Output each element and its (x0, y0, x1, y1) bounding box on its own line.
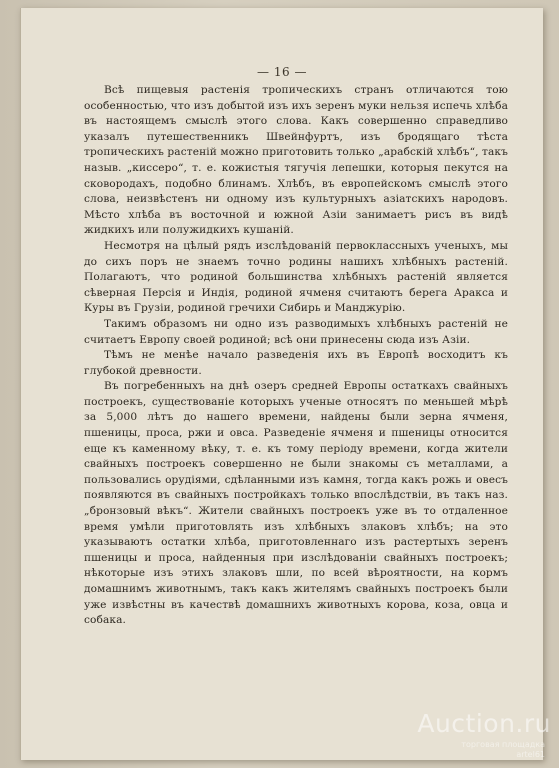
paragraph-5: Въ погребенныхъ на днѣ озеръ средней Европы остаткахъ свайныхъ построекъ, существованіе которыхъ ученые относятъ по меньшей мѣрѣ за 5,000 лѣтъ до нашего времени, найдены были зерна ячменя, пшеницы, проса, ржи и овса. Разведеніе ячменя и пшеницы относится еще къ каменному вѣку, т. е. къ тому періоду времени, когда жители свайныхъ построекъ совершенно не были знакомы съ металлами, а пользовались орудіями, сдѣланными изъ камня, тогда какъ рожь и овесъ появляются въ свайныхъ постройкахъ только впослѣдствіи, въ такъ наз. „бронзовый вѣкъ“. Жители свайныхъ построекъ уже въ то отдаленное время умѣли приготовлять изъ хлѣбныхъ злаковъ хлѣбъ; на это указываютъ остатки хлѣба, приготовленнаго изъ растертыхъ зеренъ пшеницы и проса, найденныя при изслѣдованіи свайныхъ построекъ; нѣкоторые изъ этихъ злаковъ шли, по всей вѣроятности, на кормъ домашнимъ животнымъ, такъ какъ жителямъ свайныхъ построекъ были уже извѣстны въ качествѣ домашнихъ животныхъ корова, коза, овца и собака. (84, 380, 508, 627)
paragraph-4: Тѣмъ не менѣе начало разведенія ихъ въ Европѣ восходитъ къ глубокой древности. (84, 349, 508, 377)
paragraph-3: Такимъ образомъ ни одно изъ разводимыхъ хлѣбныхъ растеній не считаетъ Европу своей родиной; всѣ они принесены сюда изъ Азіи. (84, 317, 508, 346)
document-page (20, 8, 543, 760)
auction-watermark: Auction.ru (417, 709, 551, 738)
paragraph-1: Всѣ пищевыя растенія тропическихъ странъ отличаются тою особенностью, что изъ добытой изъ ихъ зеренъ муки нельзя испечь хлѣба въ настоящемъ смыслѣ этого слова. Какъ совершенно справедливо указалъ путешественникъ Швейнфуртъ, изъ бродящаго тѣста тропическихъ растеній можно приготовить только „арабскій хлѣбъ“, такъ назыв. „киссеро“, т. е. кожистыя тягучія лепешки, которыя пекутся на сковородахъ, подобно блинамъ. Хлѣбъ, въ европейскомъ смыслѣ этого слова, неизвѣстенъ ни одному изъ культурныхъ азіатскихъ народовъ. Мѣсто хлѣба въ восточной и южной Азіи занимаетъ рисъ въ видѣ жидкихъ или полужидкихъ кушаній. (84, 84, 508, 237)
watermark-subline-text: торговая площадка (461, 740, 545, 749)
auction-watermark-subline (461, 740, 545, 760)
body-text (84, 83, 508, 629)
page-number: — 16 — (257, 65, 307, 79)
watermark-user: artel61 (516, 750, 545, 759)
paragraph-2: Несмотря на цѣлый рядъ изслѣдованій первоклассныхъ ученыхъ, мы до сихъ поръ не знаемъ точно родины нашихъ хлѣбныхъ растеній. Полагаютъ, что родиной большинства хлѣбныхъ растеній является сѣверная Персія и Индія, родиной ячменя считаютъ берега Аракса и Куры въ Грузіи, родиной гречихи Сибирь и Манджурію. (84, 239, 508, 315)
